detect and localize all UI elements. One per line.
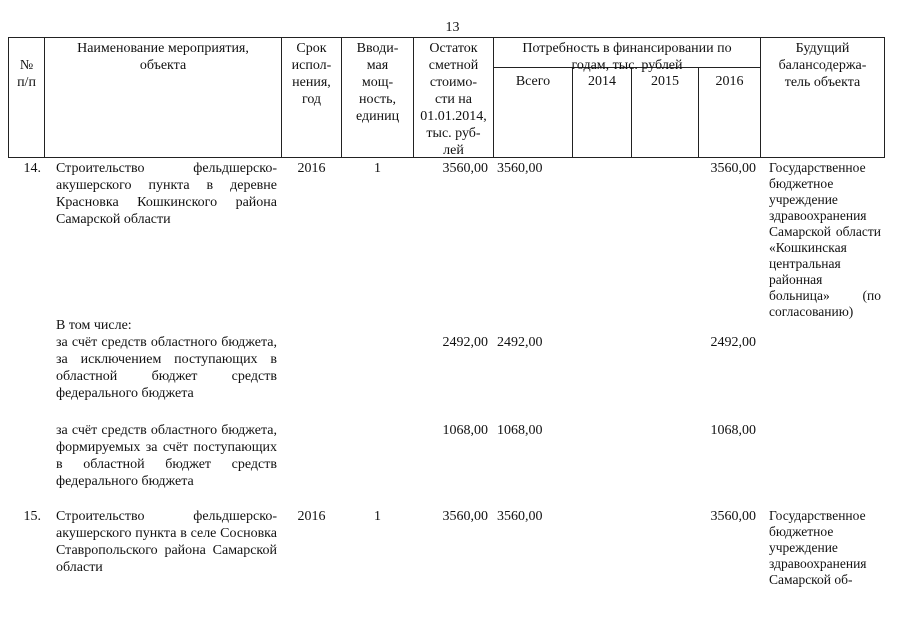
row-term: 2016 — [297, 161, 326, 176]
row-name: Строительство фельдшерско-акушерского пункта в деревне Красновка Кошкинского района Самарской области — [56, 161, 277, 227]
row-remainder: 3560,00 — [442, 161, 488, 176]
row-remainder: 2492,00 — [442, 335, 488, 350]
row-2016: 3560,00 — [710, 509, 756, 524]
row-term: 2016 — [297, 509, 326, 524]
row-holder: Государственное бюджетное учреждение здравоохранения Самарской об- — [769, 508, 867, 587]
header-2014: 2014 — [588, 74, 616, 89]
row-total: 3560,00 — [497, 161, 543, 176]
header-total: Всего — [515, 74, 551, 89]
row-name: за счёт средств областного бюджета, формируемых за счёт поступающих в областной бюджет средств федерального бюджета — [56, 423, 277, 489]
row-number: 15. — [23, 509, 41, 524]
header-2015: 2015 — [651, 74, 679, 89]
header-financing: Потребность в финансировании по годам, тыс. рублей — [522, 41, 732, 73]
row-number: 14. — [23, 161, 41, 176]
row-total: 1068,00 — [497, 423, 543, 438]
row-label: В том числе: — [56, 318, 132, 333]
row-name: за счёт средств областного бюджета, за исключением поступающих в областной бюджет средств федерального бюджета — [56, 335, 277, 401]
row-total: 3560,00 — [497, 509, 543, 524]
row-2016: 2492,00 — [710, 335, 756, 350]
row-name: Строительство фельдшерско-акушерского пункта в селе Сосновка Ставропольского района Самарской области — [56, 509, 277, 575]
row-capacity: 1 — [374, 509, 381, 524]
page-number: 13 — [445, 20, 460, 35]
header-holder: Будущий балансодержа- тель объекта — [778, 41, 867, 90]
row-2016: 3560,00 — [710, 161, 756, 176]
header-2016: 2016 — [715, 74, 744, 89]
row-remainder: 1068,00 — [442, 423, 488, 438]
header-remainder: Остаток сметной стоимо- сти на 01.01.2014, тыс. руб- лей — [420, 41, 487, 158]
row-remainder: 3560,00 — [442, 509, 488, 524]
header-name: Наименование мероприятия, объекта — [77, 41, 249, 73]
header-capacity: Вводи- мая мощ- ность, единиц — [355, 41, 400, 124]
row-capacity: 1 — [374, 161, 381, 176]
row-total: 2492,00 — [497, 335, 543, 350]
header-number: № п/п — [17, 58, 36, 90]
header-term: Срок испол- нения, год — [291, 41, 332, 107]
row-holder: Государственное бюджетное учреждение здравоохранения Самарской области «Кошкинская центральная районная больница» (по согласованию) — [769, 160, 881, 319]
row-2016: 1068,00 — [710, 423, 756, 438]
